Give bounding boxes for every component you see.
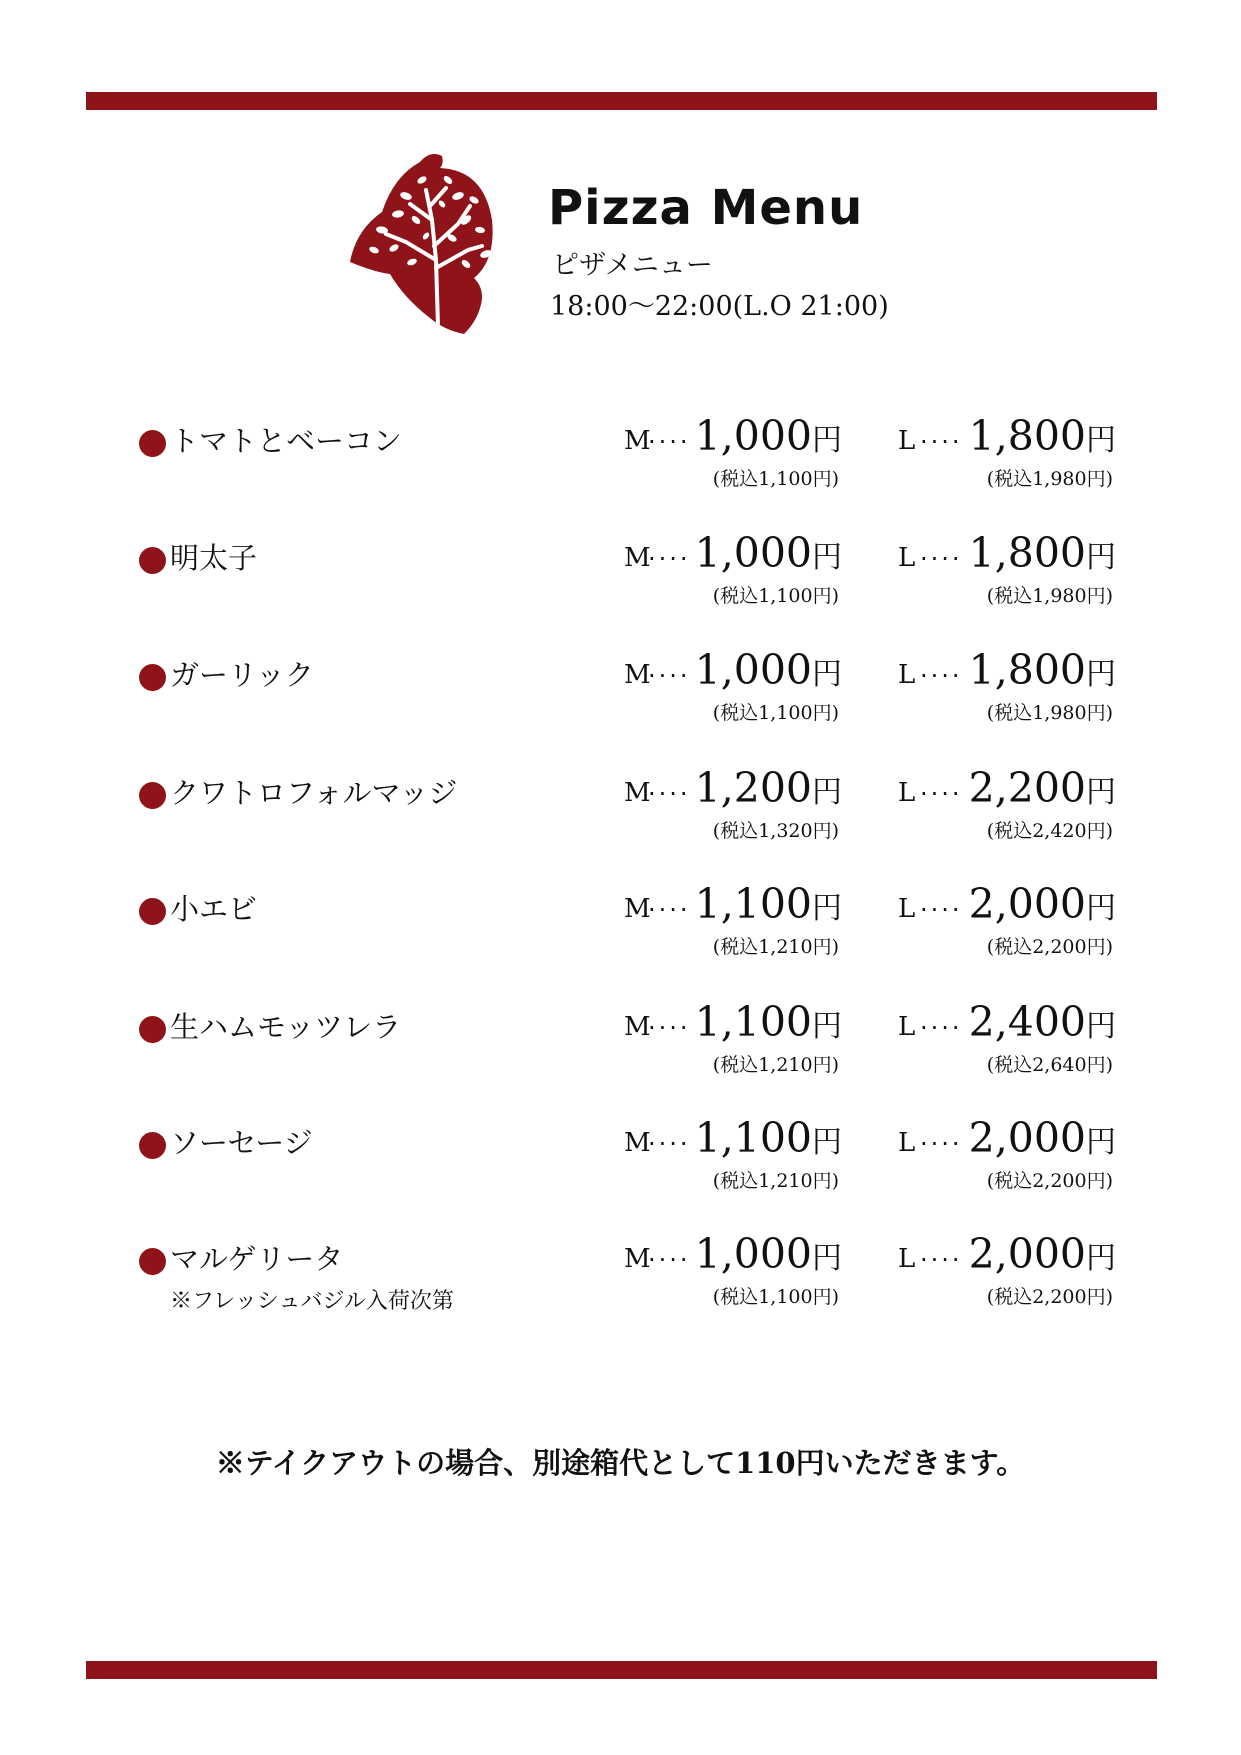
price-m-value: 1,100 — [694, 1114, 812, 1162]
menu-item-name: ガーリック — [170, 658, 314, 692]
size-l-label: L — [898, 660, 916, 690]
price-leader-dots: ···· — [648, 662, 691, 690]
bullet-dot-icon — [139, 430, 166, 457]
size-l-label: L — [898, 1128, 916, 1158]
yen-unit: 円 — [812, 657, 842, 692]
menu-item-name: 生ハムモッツレラ — [170, 1010, 402, 1044]
menu-item — [0, 1230, 1241, 1336]
yen-unit: 円 — [812, 540, 842, 575]
yen-unit: 円 — [812, 891, 842, 926]
yen-unit: 円 — [812, 1241, 842, 1276]
menu-item — [0, 412, 1241, 518]
bottom-border-bar — [86, 1661, 1157, 1679]
bullet-dot-icon — [139, 664, 166, 691]
menu-item — [0, 646, 1241, 752]
price-m-value: 1,000 — [694, 412, 812, 460]
yen-unit: 円 — [1086, 657, 1116, 692]
size-l-label: L — [898, 426, 916, 456]
price-l-value: 1,800 — [968, 412, 1086, 460]
price-leader-dots: ···· — [920, 1014, 963, 1042]
price-l-tax-included: (税込1,980円) — [986, 702, 1113, 724]
price-l-value: 2,200 — [968, 764, 1086, 812]
size-m-label: M — [624, 894, 651, 924]
price-l-tax-included: (税込2,640円) — [986, 1054, 1113, 1076]
price-m-value: 1,000 — [694, 529, 812, 577]
size-m-label: M — [624, 778, 651, 808]
bullet-dot-icon — [139, 547, 166, 574]
bullet-dot-icon — [139, 1132, 166, 1159]
price-leader-dots: ···· — [648, 1130, 691, 1158]
yen-unit: 円 — [1086, 1241, 1116, 1276]
size-l-label: L — [898, 543, 916, 573]
price-leader-dots: ···· — [648, 1246, 691, 1274]
page-subtitle: ピザメニュー — [552, 250, 713, 281]
price-m — [632, 764, 842, 812]
yen-unit: 円 — [1086, 1125, 1116, 1160]
menu-item — [0, 998, 1241, 1104]
menu-item-name: ソーセージ — [170, 1126, 313, 1160]
yen-unit: 円 — [1086, 423, 1116, 458]
menu-item — [0, 529, 1241, 635]
price-m-tax-included: (税込1,100円) — [712, 1286, 839, 1308]
size-l-label: L — [898, 1244, 916, 1274]
price-leader-dots: ···· — [920, 896, 963, 924]
bullet-dot-icon — [139, 782, 166, 809]
price-l-tax-included: (税込2,200円) — [986, 1286, 1113, 1308]
price-l-value: 2,400 — [968, 998, 1086, 1046]
yen-unit: 円 — [812, 1125, 842, 1160]
price-l-value: 1,800 — [968, 646, 1086, 694]
price-m-tax-included: (税込1,100円) — [712, 585, 839, 607]
size-m-label: M — [624, 660, 651, 690]
price-l-tax-included: (税込2,420円) — [986, 820, 1113, 842]
price-m — [632, 1114, 842, 1162]
size-m-label: M — [624, 1012, 651, 1042]
price-l — [906, 764, 1116, 812]
menu-item — [0, 880, 1241, 986]
menu-item-name: トマトとベーコン — [170, 424, 403, 458]
menu-item — [0, 1114, 1241, 1220]
price-leader-dots: ···· — [648, 545, 691, 573]
price-l-tax-included: (税込1,980円) — [986, 468, 1113, 490]
price-leader-dots: ···· — [920, 1246, 963, 1274]
price-l — [906, 1114, 1116, 1162]
price-leader-dots: ···· — [648, 1014, 691, 1042]
price-leader-dots: ···· — [920, 428, 963, 456]
price-m — [632, 412, 842, 460]
price-leader-dots: ···· — [920, 780, 963, 808]
price-l-tax-included: (税込1,980円) — [986, 585, 1113, 607]
price-l-value: 2,000 — [968, 1114, 1086, 1162]
yen-unit: 円 — [1086, 540, 1116, 575]
bullet-dot-icon — [139, 1248, 166, 1275]
size-m-label: M — [624, 1128, 651, 1158]
price-leader-dots: ···· — [920, 545, 963, 573]
takeout-note: ※テイクアウトの場合、別途箱代として110円いただきます。 — [215, 1446, 1026, 1480]
menu-item-name: 小エビ — [170, 892, 258, 926]
price-l — [906, 880, 1116, 928]
opening-hours: 18:00〜22:00(L.O 21:00) — [550, 291, 889, 322]
price-m-tax-included: (税込1,320円) — [712, 820, 839, 842]
yen-unit: 円 — [812, 1009, 842, 1044]
yen-unit: 円 — [812, 423, 842, 458]
price-m-value: 1,000 — [694, 1230, 812, 1278]
page-title: Pizza Menu — [548, 180, 864, 236]
price-l — [906, 529, 1116, 577]
menu-item-name: 明太子 — [170, 541, 258, 575]
price-l-tax-included: (税込2,200円) — [986, 936, 1113, 958]
menu-item-name: クワトロフォルマッジ — [170, 776, 458, 810]
yen-unit: 円 — [812, 775, 842, 810]
price-leader-dots: ···· — [920, 662, 963, 690]
price-m — [632, 529, 842, 577]
size-l-label: L — [898, 1012, 916, 1042]
price-l-value: 1,800 — [968, 529, 1086, 577]
menu-item-note: ※フレッシュバジル入荷次第 — [170, 1289, 454, 1314]
price-l-tax-included: (税込2,200円) — [986, 1170, 1113, 1192]
price-m — [632, 880, 842, 928]
price-m-tax-included: (税込1,210円) — [712, 1170, 839, 1192]
yen-unit: 円 — [1086, 1009, 1116, 1044]
size-l-label: L — [898, 778, 916, 808]
size-l-label: L — [898, 894, 916, 924]
price-l — [906, 646, 1116, 694]
bullet-dot-icon — [139, 1016, 166, 1043]
price-m — [632, 646, 842, 694]
price-m-tax-included: (税込1,210円) — [712, 936, 839, 958]
size-m-label: M — [624, 1244, 651, 1274]
price-m-value: 1,100 — [694, 880, 812, 928]
price-m — [632, 998, 842, 1046]
yen-unit: 円 — [1086, 775, 1116, 810]
price-leader-dots: ···· — [648, 896, 691, 924]
bullet-dot-icon — [139, 898, 166, 925]
price-leader-dots: ···· — [648, 428, 691, 456]
menu-item-name: マルゲリータ — [170, 1242, 344, 1276]
size-m-label: M — [624, 426, 651, 456]
price-m-tax-included: (税込1,100円) — [712, 702, 839, 724]
price-leader-dots: ···· — [920, 1130, 963, 1158]
price-leader-dots: ···· — [648, 780, 691, 808]
price-l — [906, 998, 1116, 1046]
top-border-bar — [86, 92, 1157, 110]
price-m-tax-included: (税込1,100円) — [712, 468, 839, 490]
menu-item — [0, 764, 1241, 870]
bell-tree-logo-icon — [346, 150, 522, 336]
size-m-label: M — [624, 543, 651, 573]
price-m-value: 1,100 — [694, 998, 812, 1046]
price-l-value: 2,000 — [968, 880, 1086, 928]
price-l — [906, 412, 1116, 460]
price-m — [632, 1230, 842, 1278]
price-m-value: 1,200 — [694, 764, 812, 812]
yen-unit: 円 — [1086, 891, 1116, 926]
price-m-tax-included: (税込1,210円) — [712, 1054, 839, 1076]
price-l — [906, 1230, 1116, 1278]
price-m-value: 1,000 — [694, 646, 812, 694]
price-l-value: 2,000 — [968, 1230, 1086, 1278]
